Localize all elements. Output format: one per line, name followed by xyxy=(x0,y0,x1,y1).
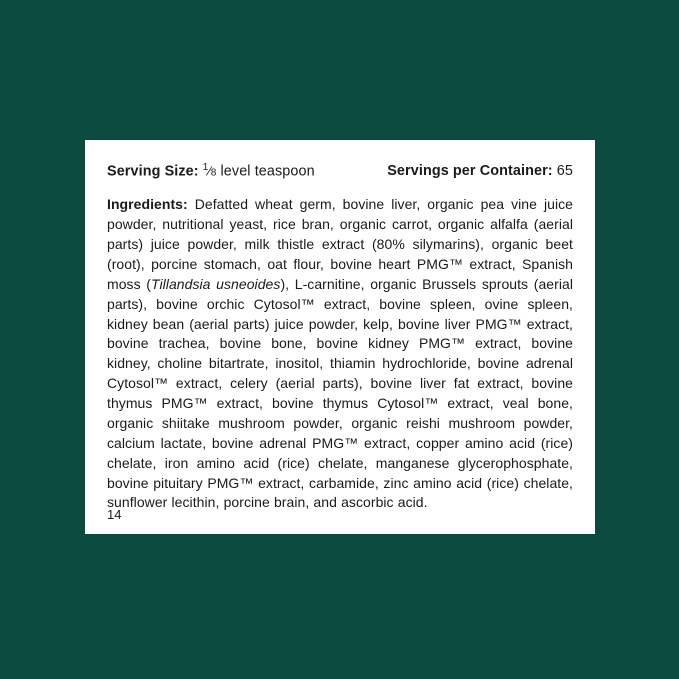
ingredients-text-part1: Defatted wheat germ, bovine liver, organic pea vine juice powder, nutritional yeast, rice bran, organic carrot, organic alfalfa (aerial parts) juice powder, milk thistle extract (80% silymarins), organic beet (root), porcine stomach, oat flour, bovine heart PMG™ extract, Spanish moss ( xyxy=(107,196,573,292)
servings-per-container xyxy=(387,163,573,179)
serving-size-fraction: $^1$⁄8 xyxy=(202,162,217,179)
servings-per-container-value: 65 xyxy=(556,163,573,180)
serving-info-row xyxy=(107,162,573,179)
ingredients-label: Ingredients: xyxy=(107,196,188,213)
ingredients-paragraph xyxy=(107,195,573,513)
fraction-denominator: 8 xyxy=(210,167,217,179)
fraction-numerator: 1 xyxy=(202,162,209,173)
ingredients-text-part2: ), L-carnitine, organic Brussels sprouts (aerial parts), bovine orchic Cytosol™ extract, bovine spleen, ovine spleen, kidney bean (aerial parts) juice powder, kelp, bovine liver PMG™ extract, bovine trachea, bovine bone, bovine kidney PMG™ extract, bovine kidney, choline bitartrate, inositol, thiamin hydrochloride, bovine adrenal Cytosol™ extract, celery (aerial parts), bovine liver fat extract, bovine thymus PMG™ extract, bovine thymus Cytosol™ extract, veal bone, organic shiitake mushroom powder, organic reishi mushroom powder, calcium lactate, bovine adrenal PMG™ extract, copper amino acid (rice) chelate, iron amino acid (rice) chelate, manganese glycerophosphate, bovine pituitary PMG™ extract, carbamide, zinc amino acid (rice) chelate, sunflower lecithin, porcine brain, and ascorbic acid. xyxy=(107,275,573,511)
page-number: 14 xyxy=(107,507,122,522)
ingredients-latin-name: Tillandsia usneoides xyxy=(151,275,281,292)
serving-size-unit: level teaspoon xyxy=(216,163,315,180)
serving-size-label: Serving Size: xyxy=(107,163,199,180)
serving-size xyxy=(107,162,315,179)
servings-per-container-label: Servings per Container: xyxy=(387,163,553,180)
supplement-label-card xyxy=(85,140,595,534)
